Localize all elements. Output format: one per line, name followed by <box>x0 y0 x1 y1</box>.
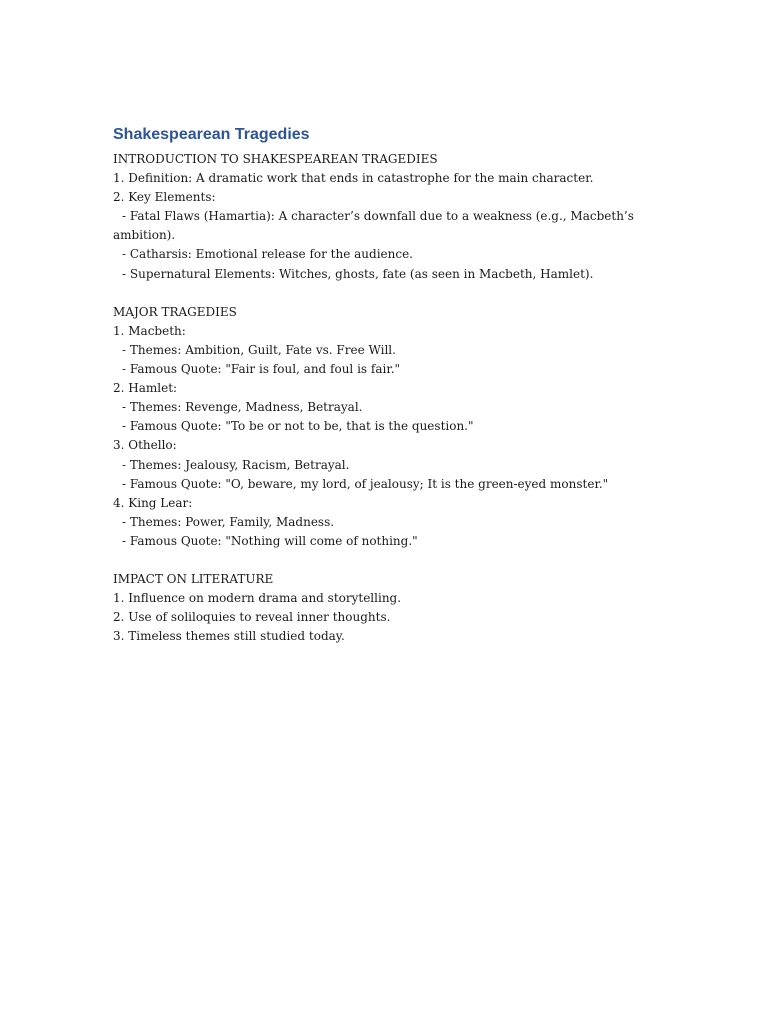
intro-fatal-flaws: - Fatal Flaws (Hamartia): A character’s downfall due to a weakness (e.g., Macbeth’s <box>122 209 634 224</box>
document-page <box>113 124 723 646</box>
play-macbeth-themes: - Themes: Ambition, Guilt, Fate vs. Free Will. <box>122 342 396 357</box>
document-title: Shakespearean Tragedies <box>113 126 310 143</box>
impact-heading: IMPACT ON LITERATURE <box>113 572 274 587</box>
play-king-lear-title: 4. King Lear: <box>113 495 193 510</box>
intro-supernatural: - Supernatural Elements: Witches, ghosts, fate (as seen in Macbeth, Hamlet). <box>122 266 594 281</box>
intro-key-elements: 2. Key Elements: <box>113 190 216 205</box>
play-king-lear-quote: - Famous Quote: "Nothing will come of nothing." <box>122 533 418 548</box>
play-macbeth-quote: - Famous Quote: "Fair is foul, and foul is fair." <box>122 362 401 377</box>
major-heading: MAJOR TRAGEDIES <box>113 304 237 319</box>
play-othello-title: 3. Othello: <box>113 438 177 453</box>
impact-item: 3. Timeless themes still studied today. <box>113 629 345 644</box>
spacer <box>113 551 723 570</box>
play-hamlet-title: 2. Hamlet: <box>113 381 178 396</box>
play-hamlet-quote: - Famous Quote: "To be or not to be, that is the question." <box>122 419 474 434</box>
impact-item: 1. Influence on modern drama and storytelling. <box>113 591 402 606</box>
intro-heading: INTRODUCTION TO SHAKESPEAREAN TRAGEDIES <box>113 152 438 166</box>
play-hamlet-themes: - Themes: Revenge, Madness, Betrayal. <box>122 400 363 415</box>
play-othello-themes: - Themes: Jealousy, Racism, Betrayal. <box>122 457 350 472</box>
intro-definition: 1. Definition: A dramatic work that ends in catastrophe for the main character. <box>113 171 594 186</box>
impact-item: 2. Use of soliloquies to reveal inner thoughts. <box>113 610 391 625</box>
play-othello-quote: - Famous Quote: "O, beware, my lord, of jealousy; It is the green-eyed monster." <box>122 476 609 491</box>
spacer <box>113 284 723 303</box>
intro-fatal-flaws-continued: ambition). <box>113 228 176 243</box>
play-king-lear-themes: - Themes: Power, Family, Madness. <box>122 514 335 529</box>
intro-catharsis: - Catharsis: Emotional release for the audience. <box>122 247 413 262</box>
play-macbeth-title: 1. Macbeth: <box>113 323 186 338</box>
